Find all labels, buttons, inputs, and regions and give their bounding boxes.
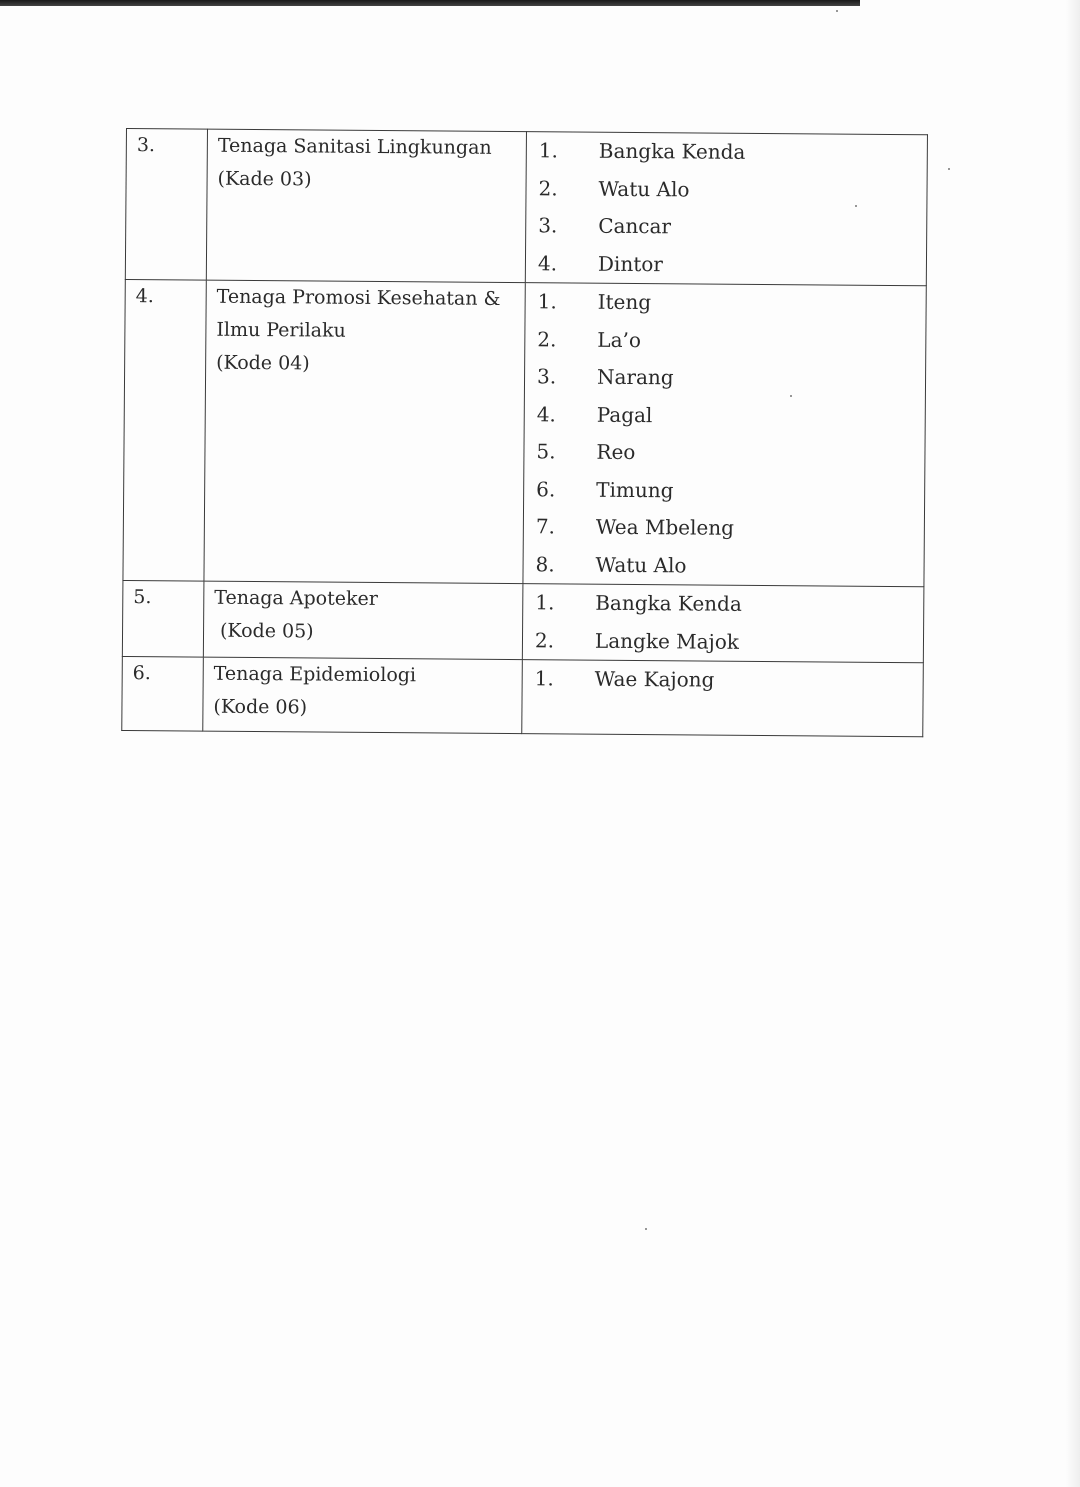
location-name: Watu Alo bbox=[595, 552, 687, 578]
item-number: 7. bbox=[535, 514, 556, 539]
list-item bbox=[535, 622, 923, 663]
scan-speck bbox=[948, 168, 950, 170]
list-item bbox=[537, 283, 925, 324]
item-number: 2. bbox=[534, 627, 555, 653]
location-list bbox=[522, 660, 924, 737]
scan-top-edge bbox=[0, 0, 860, 6]
list-item bbox=[535, 584, 923, 625]
location-name: Langke Majok bbox=[594, 628, 740, 654]
list-item bbox=[538, 207, 926, 248]
item-number: 1. bbox=[535, 590, 555, 615]
item-number: 2. bbox=[537, 326, 557, 352]
position-code: (Kode 06) bbox=[213, 695, 308, 719]
scan-speck bbox=[645, 1228, 647, 1230]
item-number: 4. bbox=[536, 401, 556, 427]
item-number: 8. bbox=[535, 551, 555, 577]
location-name: Wae Kajong bbox=[594, 666, 715, 692]
location-name: Reo bbox=[596, 439, 636, 465]
table-row bbox=[125, 129, 927, 286]
list-item bbox=[536, 471, 924, 512]
position-code: (Kode 04) bbox=[216, 351, 310, 375]
location-name: La’o bbox=[597, 327, 642, 352]
location-name: Pagal bbox=[596, 402, 653, 427]
item-number: 3. bbox=[536, 364, 557, 389]
list-item bbox=[538, 170, 926, 211]
item-number: 1. bbox=[537, 289, 557, 314]
location-name: Bangka Kenda bbox=[598, 138, 746, 165]
list-item bbox=[538, 245, 926, 286]
location-name: Timung bbox=[596, 477, 674, 503]
location-name: Dintor bbox=[597, 251, 663, 276]
position-cell bbox=[203, 657, 523, 734]
list-item bbox=[536, 508, 924, 549]
position-code: (Kode 05) bbox=[219, 619, 314, 643]
list-item bbox=[535, 660, 923, 701]
item-number: 2. bbox=[538, 175, 558, 201]
item-number: 1. bbox=[534, 666, 554, 691]
position-title: Tenaga Epidemiologi bbox=[213, 662, 417, 687]
position-cell bbox=[206, 129, 526, 283]
position-title: Tenaga Promosi Kesehatan & bbox=[216, 285, 501, 310]
location-name: Iteng bbox=[597, 289, 652, 315]
position-title: Tenaga Sanitasi Lingkungan bbox=[217, 134, 492, 159]
item-number: 4. bbox=[537, 250, 558, 276]
item-number: 6. bbox=[536, 476, 556, 502]
table-row bbox=[122, 656, 924, 736]
position-title: Tenaga Apoteker bbox=[214, 586, 378, 610]
assignment-table bbox=[121, 128, 928, 737]
row-number: 4. bbox=[123, 279, 206, 581]
location-name: Narang bbox=[596, 364, 674, 390]
table-row bbox=[123, 279, 926, 586]
location-list bbox=[522, 584, 924, 663]
location-name: Cancar bbox=[598, 213, 672, 239]
item-number: 1. bbox=[538, 138, 559, 163]
position-cell bbox=[204, 280, 525, 583]
location-name: Wea Mbeleng bbox=[595, 514, 735, 541]
location-name: Bangka Kenda bbox=[595, 590, 742, 617]
item-number: 5. bbox=[536, 439, 556, 464]
list-item bbox=[536, 433, 924, 474]
list-item bbox=[537, 321, 925, 362]
list-item bbox=[537, 358, 925, 399]
list-item bbox=[539, 132, 927, 173]
row-number: 3. bbox=[125, 129, 207, 281]
position-title-continued: Ilmu Perilaku bbox=[216, 318, 346, 342]
table-row bbox=[122, 580, 924, 662]
list-item bbox=[535, 546, 923, 587]
item-number: 3. bbox=[538, 213, 558, 238]
location-list bbox=[523, 283, 926, 587]
scan-right-shadow bbox=[1066, 0, 1080, 1487]
position-cell bbox=[203, 581, 523, 660]
location-name: Watu Alo bbox=[598, 176, 690, 202]
list-item bbox=[537, 396, 925, 437]
position-code: (Kade 03) bbox=[217, 167, 312, 191]
row-number: 5. bbox=[122, 580, 204, 657]
location-list bbox=[525, 132, 927, 286]
scan-speck bbox=[836, 10, 838, 12]
row-number: 6. bbox=[122, 656, 204, 731]
